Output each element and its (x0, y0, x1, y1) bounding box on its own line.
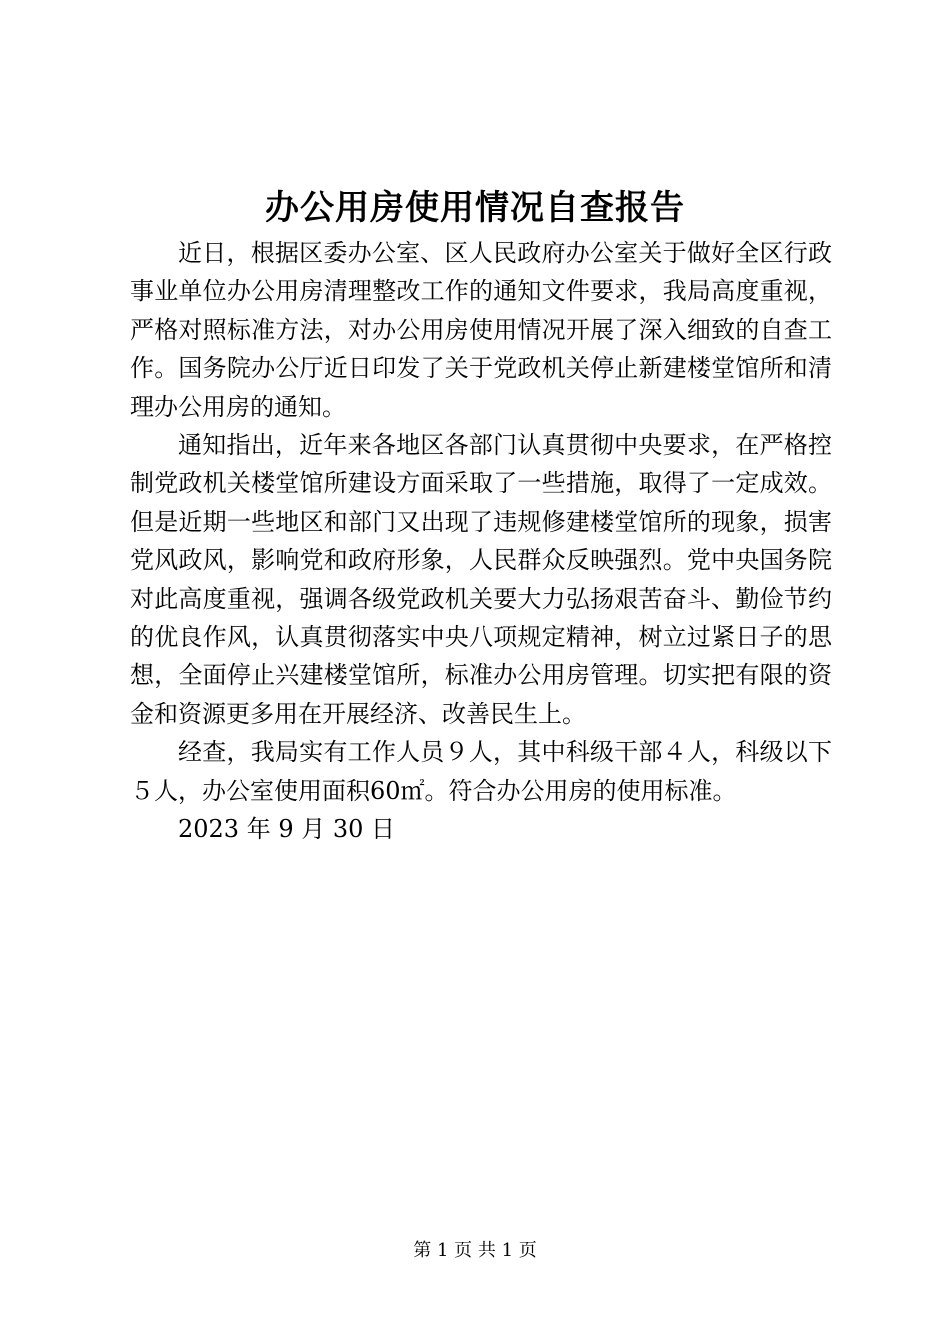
paragraph-intro: 近日，根据区委办公室、区人民政府办公室关于做好全区行政事业单位办公用房清理整改工作的通知文件要求，我局高度重视，严格对照标准方法，对办公用房使用情况开展了深入细致的自查工作。国务院办公厅近日印发了关于党政机关停止新建楼堂馆所和清理办公用房的通知。 (130, 239, 832, 421)
page-footer: 第 1 页 共 1 页 (413, 1240, 537, 1261)
document-date: 2023 年 9 月 30 日 (178, 815, 396, 844)
paragraph-notice: 通知指出，近年来各地区各部门认真贯彻中央要求，在严格控制党政机关楼堂馆所建设方面采取了一些措施，取得了一定成效。但是近期一些地区和部门又出现了违规修建楼堂馆所的现象，损害党风政风，影响党和政府形象，人民群众反映强烈。党中央国务院对此高度重视，强调各级党政机关要大力弘扬艰苦奋斗、勤俭节约的优良作风，认真贯彻落实中央八项规定精神，树立过紧日子的思想，全面停止兴建楼堂馆所，标准办公用房管理。切实把有限的资金和资源更多用在开展经济、改善民生上。 (130, 431, 832, 728)
document-body (130, 234, 832, 849)
document-title: 办公用房使用情况自查报告 (265, 188, 685, 228)
paragraph-findings: 经查，我局实有工作人员９人，其中科级干部４人，科级以下５人，办公室使用面积60㎡。符合办公用房的使用标准。 (130, 738, 832, 805)
